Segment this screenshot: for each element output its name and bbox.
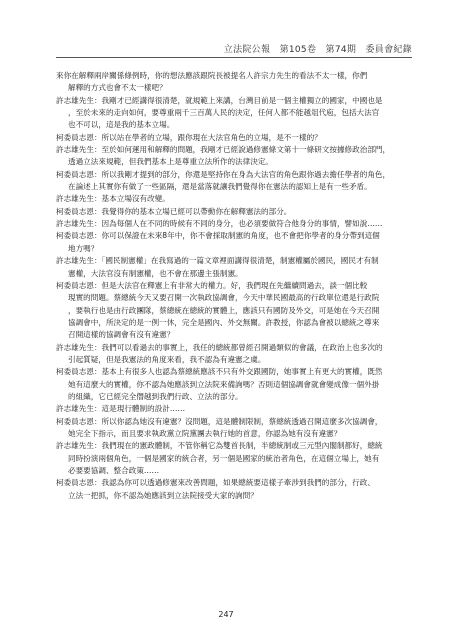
transcript-paragraph [56,416,412,441]
transcript-line: 柯委員志恩：所以站在學者的立場，跟你現在大法官角色的立場，是不一樣的？ [56,132,322,142]
transcript-line: 許志雄先生：我們可以看過去的事實上，我任的總統都曾經召開過類似的會議，在政治上也多次的 [56,342,383,352]
transcript-line: 柯委員志恩：你可以保證在未來8年中，你不會採取制憲的角度，也不會把你學者的身分帶到這個 [56,231,380,241]
transcript-line: 地方嗎？ [68,243,99,253]
transcript-line: 解釋的方式也會不太一樣吧？ [68,83,167,93]
transcript-line: 來你在解釋兩岸關係條例時，你的想法應該跟院長被提名人許宗力先生的看法不太一樣，你們 [56,71,368,80]
transcript-paragraph [56,95,412,132]
page-header: 立法院公報 第105卷 第74期 委員會紀錄 [223,45,412,55]
transcript-line: 許志雄先生：這是現行體制的設計…… [56,404,186,414]
transcript-line: 許志雄先生：基本立場沒有改變。 [56,194,170,204]
transcript-paragraph [56,280,412,342]
header-rule [56,57,412,58]
transcript-line: 許志雄先生：至於如何運用和解釋的問題，我剛才已經說過修憲條文第十一條研文按據修政治部門， [56,145,391,155]
transcript-paragraph [56,403,412,415]
transcript-line: 召開這樣的協調會有沒有違憲？ [68,330,175,340]
transcript-paragraph [56,477,412,502]
transcript-line: 她完全下指示，而且要求執政黨立院黨團去執行她的首意，你認為她有沒有違憲？ [68,428,342,438]
transcript-line: 柯委員志恩：所以你認為她沒有違憲？沒問題，這是體制限制，蔡總統透過召開這麼多次協調會， [56,416,383,426]
transcript-line: 也不可以，這是我的基本立場。 [68,120,175,130]
transcript-line: 同時扮演兩個角色，一個是國家的統合者，另一個是國家的統治者角色，在這個立場上，她有 [68,453,380,463]
transcript-paragraph [56,255,412,280]
page-number: 247 [218,610,234,619]
transcript-line: 柯委員志恩：所以我剛才提到的部分，你還是堅持你在身為大法官的角色跟你過去擔任學者的角色， [56,169,391,179]
transcript-paragraph [56,218,412,230]
transcript-paragraph [56,132,412,144]
transcript-paragraph [56,144,412,169]
transcript-body [56,70,412,502]
transcript-paragraph [56,206,412,218]
transcript-paragraph [56,193,412,205]
transcript-line: 引起質疑，但是我憲法的角度來看，我不認為有違憲之虞。 [68,354,266,364]
transcript-line: 柯委員志恩：我認為你可以透過修憲來改善問題，如果總統要這樣子牽涉到我們的部分，行政、 [56,478,375,488]
transcript-line: 的組織，它已經完全僭越到我們行政、立法的部分。 [68,391,243,401]
transcript-line: 憲權，大法官沒有制憲權，也不會在那邊主張制憲。 [68,268,243,278]
transcript-line: 柯委員志恩：但是大法官在釋憲上有非常大的權力。好，我們現在先繼續問過去，談一個比較 [56,280,368,290]
transcript-line: 現實的問題。蔡總統今天又要召開一次執政協調會，今天中華民國最高的行政單位還是行政院 [68,293,380,303]
transcript-line: 許志雄先生：因為每個人在不同的時候有不同的身分，也必須要做符合他身分的事情，譬如說…… [56,219,383,229]
transcript-line: 透過立法來規範，但我們基本上是尊重立法所作的法律決定。 [68,157,274,167]
transcript-line: 她有這麼大的實權，你不認為她應該到立法院來備詢嗎？否則這個協調會就會變成像一個外掛 [68,379,380,389]
transcript-line: ，至於未來的走向如何，要尊重兩千三百萬人民的決定，任何人都不能越俎代庖，包括大法官 [68,108,380,118]
transcript-line: 柯委員志恩：我覺得你的基本立場已經可以帶動你在解釋憲法的部分。 [56,206,292,216]
transcript-paragraph [56,169,412,194]
transcript-line: 許志雄先生：我剛才已經講得很清楚，就規範上來講，台灣目前是一個主權獨立的國家，中國也是 [56,95,383,105]
transcript-paragraph [56,366,412,403]
transcript-paragraph [56,342,412,367]
transcript-paragraph [56,230,412,255]
transcript-line: 柯委員志恩：基本上有很多人也認為蔡總統應該不只有外交跟國防，她事實上有更大的實權，既然 [56,367,383,377]
transcript-line: 許志雄先生：我們現在的憲政體制，不管你稱它為雙首長制，半總統制或三元型內閣制都好，總統 [56,441,383,451]
transcript-line: 必要要協調、整合政策…… [68,466,160,475]
transcript-paragraph [56,70,412,95]
transcript-line: 許志雄先生：「國民制憲權」在我寫過的一篇文章裡面講得很清楚，制憲權屬於國民，國民才有制 [56,256,379,266]
transcript-line: 在論述上其實你有做了一些區隔，還是當落就讓我們覺得你在憲法的認知上是有一些矛盾。 [68,182,372,192]
transcript-line: 協調會中，所決定的是一例一休，完全是國內、外交無關。許教授，你認為會被以總統之尊來 [68,317,380,327]
transcript-paragraph [56,440,412,477]
transcript-line: 立法一把抓，你不認為她應該到立法院接受大家的詢問？ [68,490,258,500]
transcript-line: ，要執行也是由行政團隊，蔡總統在總統的實體上，應該只有國防及外交，可是她在今天召開 [68,305,380,315]
